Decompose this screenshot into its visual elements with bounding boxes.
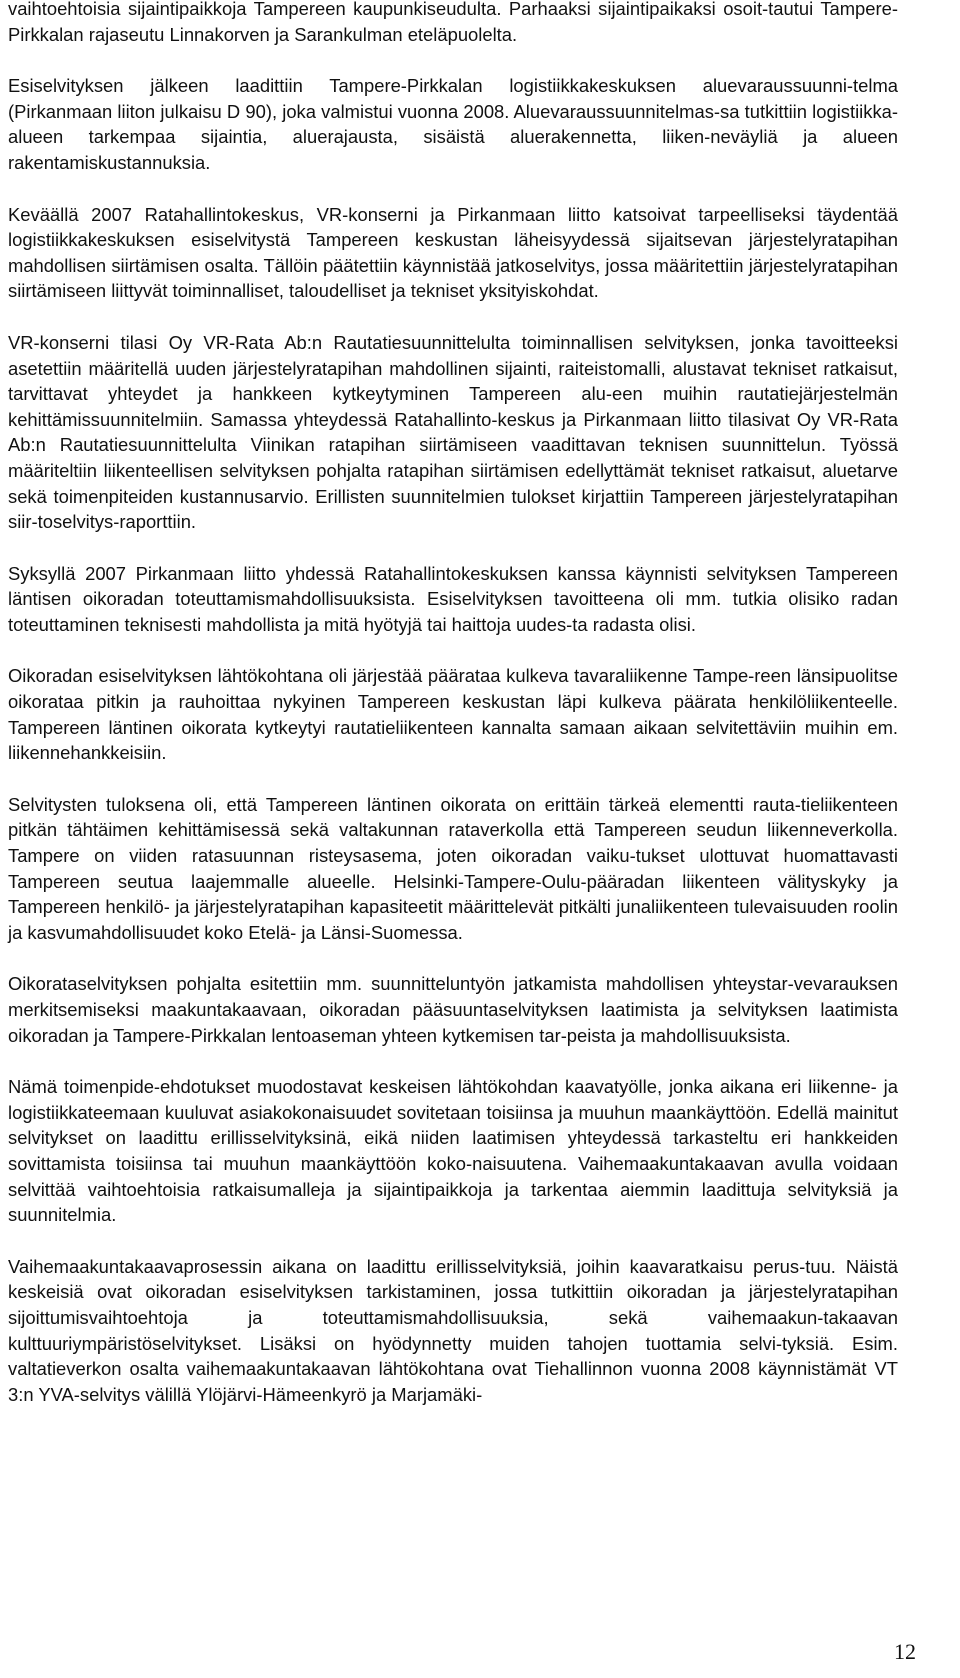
paragraph-plan-process: Vaihemaakuntakaavaprosessin aikana on laadittu erillisselvityksiä, joihin kaavaratkaisu perus-tuu. Näistä keskeisiä ovat oikoradan esiselvityksen tarkistaminen, jossa tutkittiin oikoradan ja järjestelyratapihan sijoittumisvaihtoehtoja ja toteuttamismahdollisuuksia, sekä vaihemaakun-takaavan kulttuuriympäristöselvitykset. Lisäksi on hyödynnetty muiden tahojen tuottamia selvi-tyksiä. Esim. valtatieverkon osalta vaihemaakuntakaavan lähtökohtana ovat Tiehallinnon vuonna 2008 käynnistämät VT 3:n YVA-selvitys välillä Ylöjärvi-Hämeenkyrö ja Marjamäki- — [8, 1255, 898, 1405]
paragraph-measures: Nämä toimenpide-ehdotukset muodostavat keskeisen lähtökohdan kaavatyölle, jonka aikana eri liikenne- ja logistiikkateemaan kuuluvat asiakokonaisuudet sovitetaan toisiinsa ja muuhun maankäyttöön. Edellä mainitut selvitykset on laadittu erillisselvityksinä, eikä niiden laatimisen yhteydessä tarkasteltu eri hankkeiden sovittamista toisiinsa tai muuhun maankäyttöön koko-naisuutena. Vaihemaakuntakaavan avulla voidaan selvittää vaihtoehtoisia ratkaisumalleja ja sijaintipaikkoja ja tarkentaa aiemmin laadittuja selvityksiä ja suunnitelmia. — [8, 1076, 898, 1226]
paragraph-autumn-2007: Syksyllä 2007 Pirkanmaan liitto yhdessä Ratahallintokeskuksen kanssa käynnisti selvityksen Tampereen läntisen oikoradan toteuttamismahdollisuuksista. Esiselvityksen tavoitteena oli mm. tutkia olisiko radan toteuttaminen teknisesti mahdollista ja mitä hyötyjä tai haittoja uudes-ta radasta olisi. — [8, 562, 898, 635]
paragraph-site-options: vaihtoehtoisia sijaintipaikkoja Tampereen kaupunkiseudulta. Parhaaksi sijaintipaikaksi osoit-tautui Tampere-Pirkkalan rajaseutu Linnakorven ja Sarankulman eteläpuolelta. — [8, 0, 898, 45]
paragraph-area-reservation-plan: Esiselvityksen jälkeen laadittiin Tampere-Pirkkalan logistiikkakeskuksen aluevaraussuunni-telma (Pirkanmaan liiton julkaisu D 90), joka valmistui vuonna 2008. Aluevaraussuunnitelmas-sa tutkittiin logistiikka-alueen tarkempaa sijaintia, aluerajausta, sisäistä aluerakennetta, liiken-neväyliä ja alueen rakentamiskustannuksia. — [8, 75, 898, 173]
page-number: 12 — [894, 1639, 916, 1664]
paragraph-cutoff-line-premise: Oikoradan esiselvityksen lähtökohtana oli järjestää päärataa kulkeva tavaraliikenne Tampe-reen länsipuolitse oikorataa pitkin ja rauhoittaa nykyinen Tampereen keskustan läpi kulkeva päärata henkilöliikenteelle. Tampereen läntinen oikorata kytkeytyi rautatieliikenteen kannalta samaan aikaan selvitettäviin muihin em. liikennehankkeisiin. — [8, 665, 898, 764]
paragraph-study-results: Selvitysten tuloksena oli, että Tampereen läntinen oikorata on erittäin tärkeä elementti rauta-tieliikenteen pitkän tähtäimen kehittämisessä sekä valtakunnan rataverkolla että Tampereen seudun liikenneverkolla. Tampere on viiden ratasuunnan risteysasema, joten oikoradan vaiku-tukset ulottuvat huomattavasti Tampereen seutua laajemmalle alueelle. Helsinki-Tampere-Oulu-pääradan liikenteen välityskyky ja Tampereen henkilö- ja järjestelyratapihan kapasiteetit määrittelevät pitkälti junaliikenteen tulevaisuuden roolin ja kasvumahdollisuudet koko Etelä- ja Länsi-Suomessa. — [8, 793, 898, 943]
paragraph-spring-2007: Keväällä 2007 Ratahallintokeskus, VR-konserni ja Pirkanmaan liitto katsoivat tarpeelliseksi täydentää logistiikkakeskuksen esiselvitystä Tampereen keskustan läheisyydessä sijaitsevan järjestelyratapihan mahdollisen siirtämisen osalta. Tällöin päätettiin käynnistää jatkoselvitys, jossa määritettiin järjestelyratapihan siirtämiseen liittyvät toiminnalliset, taloudelliset ja tekniset yksityiskohdat. — [8, 203, 898, 302]
paragraph-proposals: Oikorataselvityksen pohjalta esitettiin mm. suunnitteluntyön jatkamista mahdollisen yhteystar-vevarauksen merkitsemiseksi maakuntakaavaan, oikoradan pääsuuntaselvityksen laatimista ja selvityksen laatimista oikoradan ja Tampere-Pirkkalan lentoaseman yhteen kytkemisen tar-peista ja mahdollisuuksista. — [8, 973, 898, 1046]
body-text — [8, 0, 898, 1433]
paragraph-vr-group-study: VR-konserni tilasi Oy VR-Rata Ab:n Rautatiesuunnittelulta toiminnallisen selvityksen, jonka tavoitteeksi asetettiin määritellä uuden järjestelyratapihan mahdollinen sijainti, raiteistomalli, alustavat tekniset ratkaisut, tarvittavat yhteydet ja hankkeen kytkeytyminen Tampereen alu-een muihin rautatiejärjestelmän kehittämissuunnitelmiin. Samassa yhteydessä Ratahallinto-keskus ja Pirkanmaan liitto tilasivat Oy VR-Rata Ab:n Rautatiesuunnittelulta Viinikan ratapihan siirtämiseen vaadittavan teknisen suunnittelun. Työssä määriteltiin liikenteellisen selvityksen pohjalta ratapihan siirtämisen edellyttämät tekniset ratkaisut, aluetarve sekä toimenpiteiden kustannusarvio. Erillisten suunnitelmien tulokset kirjattiin Tampereen järjestelyratapihan siir-toselvitys-raporttiin. — [8, 331, 898, 533]
